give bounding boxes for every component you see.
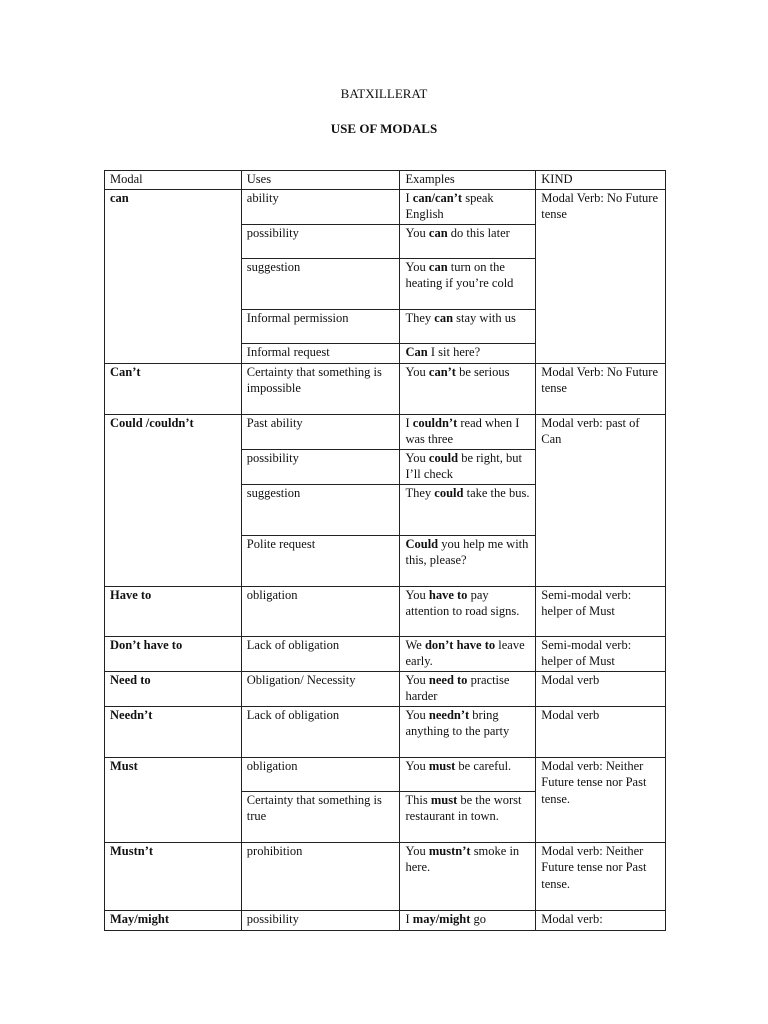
modal-highlight: have to [428, 587, 468, 602]
example-text: We [405, 637, 425, 652]
example-text: be serious [455, 364, 510, 379]
col-header-examples: Examples [400, 171, 536, 190]
example-cell [400, 757, 536, 791]
use-cell: Polite request [241, 535, 400, 586]
col-header-modal: Modal [105, 171, 242, 190]
modal-cell: Need to [105, 671, 242, 706]
modal-highlight: can/can’t [412, 190, 463, 205]
modal-highlight: Can [405, 344, 428, 359]
example-text: be right, but I’ll check [405, 450, 522, 481]
modals-table [104, 170, 666, 931]
table-row [105, 189, 666, 224]
use-cell: suggestion [241, 258, 400, 309]
modal-cell: Mustn’t [105, 842, 242, 910]
example-text: You [405, 364, 429, 379]
example-text: speak English [405, 190, 494, 221]
example-cell [400, 449, 536, 484]
kind-cell: Modal Verb: No Future tense [536, 189, 666, 363]
example-text: go [470, 911, 487, 926]
use-cell: Lack of obligation [241, 636, 400, 671]
header-row [105, 171, 666, 190]
example-text: You [405, 450, 429, 465]
example-cell [400, 258, 536, 309]
table-row [105, 757, 666, 791]
example-text: You [405, 587, 429, 602]
modal-highlight: needn’t [428, 707, 470, 722]
example-text: You [405, 707, 429, 722]
kind-cell: Modal Verb: No Future tense [536, 363, 666, 414]
example-text: They [405, 310, 435, 325]
example-text: bring anything to the party [405, 707, 510, 738]
use-cell: Informal permission [241, 309, 400, 343]
example-text: You [405, 843, 429, 858]
use-cell: possibility [241, 224, 400, 258]
example-text: You [405, 225, 429, 240]
use-cell: Past ability [241, 414, 400, 449]
modal-cell: Could /couldn’t [105, 414, 242, 586]
example-text: you help me with this, please? [405, 536, 529, 567]
modal-highlight: can [428, 225, 448, 240]
table-row [105, 910, 666, 930]
use-cell: ability [241, 189, 400, 224]
example-text: This [405, 792, 431, 807]
use-cell: Obligation/ Necessity [241, 671, 400, 706]
use-cell: obligation [241, 757, 400, 791]
example-cell [400, 842, 536, 910]
kind-cell: Semi-modal verb: helper of Must [536, 636, 666, 671]
modal-highlight: mustn’t [428, 843, 471, 858]
use-cell: obligation [241, 586, 400, 636]
kind-cell: Modal verb: past of Can [536, 414, 666, 586]
example-text: be the worst restaurant in town. [405, 792, 522, 823]
example-cell [400, 910, 536, 930]
example-cell [400, 343, 536, 363]
example-text: be careful. [455, 758, 512, 773]
modal-cell: can [105, 189, 242, 363]
example-text: You [405, 758, 429, 773]
use-cell: Informal request [241, 343, 400, 363]
table-row [105, 671, 666, 706]
example-cell [400, 791, 536, 842]
example-cell [400, 189, 536, 224]
example-text: turn on the heating if you’re cold [405, 259, 514, 290]
example-cell [400, 636, 536, 671]
use-cell: prohibition [241, 842, 400, 910]
example-text: smoke in here. [405, 843, 520, 874]
example-text: take the bus. [463, 485, 530, 500]
example-text: pay attention to road signs. [405, 587, 520, 618]
example-cell [400, 706, 536, 757]
example-text: They [405, 485, 435, 500]
kind-cell: Modal verb: Neither Future tense nor Past tense. [536, 757, 666, 842]
use-cell: possibility [241, 910, 400, 930]
example-text: stay with us [453, 310, 516, 325]
example-cell [400, 224, 536, 258]
modal-cell: Don’t have to [105, 636, 242, 671]
example-cell [400, 414, 536, 449]
example-text: practise harder [405, 672, 510, 703]
example-text: You [405, 259, 429, 274]
example-text: I [405, 415, 413, 430]
modal-highlight: must [428, 758, 456, 773]
modal-highlight: must [430, 792, 458, 807]
kind-cell: Modal verb [536, 706, 666, 757]
modal-cell: Have to [105, 586, 242, 636]
modal-highlight: could [434, 485, 464, 500]
modal-highlight: Could [405, 536, 439, 551]
table-row [105, 706, 666, 757]
modal-highlight: don’t have to [424, 637, 496, 652]
modal-cell: Can’t [105, 363, 242, 414]
modal-cell: Must [105, 757, 242, 842]
doc-header: BATXILLERAT [340, 86, 428, 101]
use-cell: Lack of obligation [241, 706, 400, 757]
modal-highlight: can [428, 259, 448, 274]
doc-title: USE OF MODALS [330, 121, 438, 136]
example-cell [400, 484, 536, 535]
example-cell [400, 586, 536, 636]
modal-highlight: may/might [412, 911, 471, 926]
modal-highlight: can [434, 310, 454, 325]
use-cell: Certainty that something is impossible [241, 363, 400, 414]
example-text: You [405, 672, 429, 687]
example-text: do this later [447, 225, 510, 240]
example-text: I [405, 190, 413, 205]
table-row [105, 363, 666, 414]
kind-cell: Semi-modal verb: helper of Must [536, 586, 666, 636]
table-body [105, 189, 666, 930]
example-cell [400, 363, 536, 414]
modal-highlight: couldn’t [412, 415, 458, 430]
col-header-kind: KIND [536, 171, 666, 190]
modal-highlight: could [428, 450, 459, 465]
table-row [105, 636, 666, 671]
example-cell [400, 671, 536, 706]
table-row [105, 414, 666, 449]
modal-highlight: need to [428, 672, 468, 687]
use-cell: suggestion [241, 484, 400, 535]
example-text: read when I was three [405, 415, 520, 446]
example-cell [400, 535, 536, 586]
modal-highlight: can’t [428, 364, 456, 379]
table-row [105, 586, 666, 636]
example-text: I sit here? [427, 344, 481, 359]
use-cell: possibility [241, 449, 400, 484]
use-cell: Certainty that something is true [241, 791, 400, 842]
example-text: leave early. [405, 637, 525, 668]
kind-cell: Modal verb: Neither Future tense nor Past tense. [536, 842, 666, 910]
kind-cell: Modal verb: [536, 910, 666, 930]
kind-cell: Modal verb [536, 671, 666, 706]
example-cell [400, 309, 536, 343]
col-header-uses: Uses [241, 171, 400, 190]
modal-cell: May/might [105, 910, 242, 930]
example-text: I [405, 911, 413, 926]
modal-cell: Needn’t [105, 706, 242, 757]
table-row [105, 842, 666, 910]
